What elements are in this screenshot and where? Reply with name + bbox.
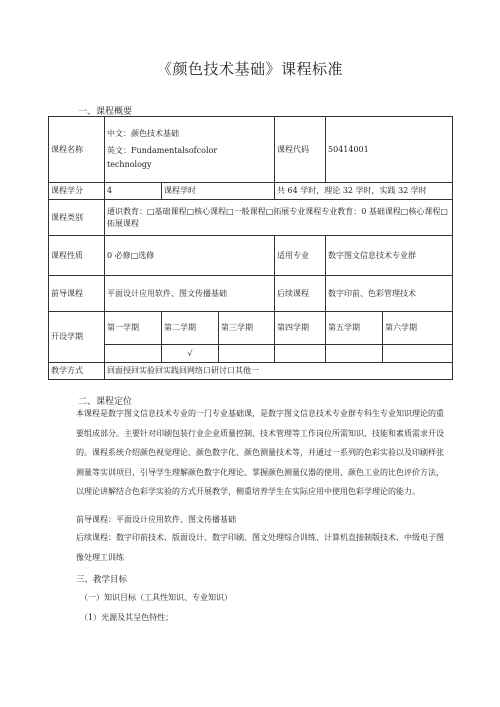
hours-value: 共 64 学时，理论 32 学时，实践 32 学时 [275,183,453,200]
semester-4-mark [275,345,326,363]
table-row [49,117,453,183]
course-name-label: 课程名称 [49,117,105,183]
document-title: 《颜色技术基础》课程标准 [156,60,343,78]
method-value: 回面授回实验回实践回网络口研讨口其他一 [105,363,453,380]
nature-value: 0 必修□选修 [105,236,275,276]
semester-2: 第二学期 [162,312,219,345]
section-heading-positioning: 二、课程定位 [78,397,133,407]
category-value: 通识教育：□基础课程□核心课程□一般课程□拓展专业课程专业教育：0 基础课程□核心课程□拓展课程 [105,200,453,236]
method-label: 教学方式 [49,363,105,380]
semester-4: 第四学期 [275,312,326,345]
section-heading-overview: 一、课程概要 [78,107,133,117]
category-label: 课程类别 [49,200,105,236]
credit-value: 4 [105,183,162,200]
table-row [49,312,453,345]
pre-course-label: 前导课程 [49,276,105,312]
course-name-value [105,117,275,183]
knowledge-objective-heading: （一）知识目标（工具性知识、专业知识） [80,593,232,602]
semester-label: 开设学期 [49,312,105,363]
semester-3-mark [219,345,275,363]
section-heading-objectives: 三、教学目标 [76,575,128,585]
semester-1: 第一学期 [105,312,162,345]
pre-course-paragraph [60,510,450,530]
course-name-en-2: technology [107,160,152,170]
positioning-text: 本课程是数字图文信息技术专业的一门专业基础课，是数字图文信息技术专业群专科生专业知识理论的重要组成部分。主要针对印刷包装行业企业质量控制、技术管理等工作岗位所需知识、技能和素质需求开设的。课程系统介绍颜色视觉理论、颜色数字化、颜色测量技术等，并通过一系列的色彩实验以及印刷样张测量等实训项目，引导学生理解颜色数字化理论、掌握颜色测量仪器的使用、颜色工业的比色评价方法，以理论讲解结合色彩学实验的方式开展教学，侧重培养学生在实际应用中使用色彩学理论的能力。 [76,409,444,496]
nature-label: 课程性质 [49,236,105,276]
table-row [49,183,453,200]
semester-5-mark [326,345,383,363]
semester-5: 第五学期 [326,312,383,345]
course-name-cn: 中文：颜色技术基础 [107,129,179,139]
semester-3: 第三学期 [219,312,275,345]
credit-label: 课程学分 [49,183,105,200]
hours-label: 课程学时 [162,183,275,200]
semester-1-mark [105,345,162,363]
table-row [49,276,453,312]
post-course-text: 后续课程：数字印前技术、版面设计、数字印刷、图文处理综合训练、计算机直接制版技术、中级电子图像处理工训练 [76,533,444,562]
post-course-paragraph [60,528,450,567]
course-name-en-1: 英文：Fundamentalsofcolor [107,145,218,155]
course-code-value: 50414001 [326,117,453,183]
semester-6: 第六学期 [383,312,453,345]
major-value: 数字图文信息技术专业群 [326,236,453,276]
semester-2-check: √ [162,345,219,363]
pre-course-value: 平面设计应用软件、图文传播基础 [105,276,275,312]
table-row [49,200,453,236]
course-overview-table [48,116,453,380]
table-row [49,363,453,380]
table-row [49,236,453,276]
table-row [49,345,453,363]
major-label: 适用专业 [275,236,326,276]
post-course-label: 后续课程 [275,276,326,312]
course-code-label: 课程代码 [275,117,326,183]
objective-item-1: （1）光源及其呈色特性； [80,613,174,622]
semester-6-mark [383,345,453,363]
post-course-value: 数字印前、色彩管理技术 [326,276,453,312]
pre-course-text: 前导课程：平面设计应用软件、图文传播基础 [76,515,236,524]
positioning-paragraph [60,404,450,502]
